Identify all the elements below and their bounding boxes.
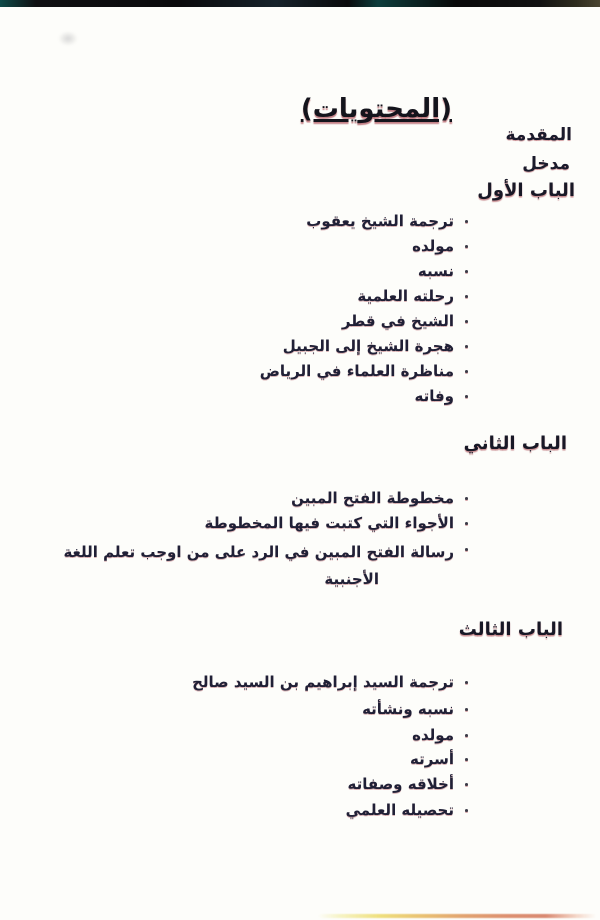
bullet-icon <box>465 522 468 525</box>
bullet-icon <box>465 245 468 248</box>
toc-item <box>348 774 468 794</box>
bullet-icon <box>465 548 468 551</box>
scan-smudge <box>58 31 78 46</box>
toc-item-label: هجرة الشيخ إلى الجبيل <box>282 337 454 355</box>
chapter-two-heading: الباب الثاني <box>463 433 567 454</box>
page-title-text: (المحتويات) <box>300 94 452 124</box>
page-title <box>301 94 452 124</box>
chapter-one-heading: الباب الأول <box>477 180 575 201</box>
toc-item <box>362 699 468 719</box>
bullet-icon <box>465 370 468 373</box>
toc-item-label: مولده <box>412 726 454 744</box>
bullet-icon <box>465 809 468 812</box>
bullet-icon <box>465 220 468 223</box>
bullet-icon <box>465 783 468 786</box>
toc-item <box>283 336 468 356</box>
scan-edge-artifact-bottom <box>318 914 596 918</box>
toc-item-label: نسبه <box>417 262 454 280</box>
toc-item <box>291 488 468 508</box>
toc-item-label: رسالة الفتح المبين في الرد على من اوجب تعلم اللغة الأجنبية <box>63 543 454 588</box>
toc-item <box>412 725 468 745</box>
toc-item-label: ترجمة السيد إبراهيم بن السيد صالح <box>192 673 454 691</box>
toc-item-label: رحلته العلمية <box>357 287 454 305</box>
toc-item-label: أسرته <box>410 750 454 768</box>
toc-item <box>39 539 468 593</box>
bullet-icon <box>465 320 468 323</box>
bullet-icon <box>465 734 468 737</box>
toc-item <box>342 311 468 331</box>
bullet-icon <box>465 758 468 761</box>
toc-item-label: تحصيله العلمي <box>345 801 454 819</box>
toc-item-label: الأجواء التي كتبت فيها المخطوطة <box>204 514 454 532</box>
bullet-icon <box>465 497 468 500</box>
bullet-icon <box>465 295 468 298</box>
toc-item <box>418 261 468 281</box>
toc-item <box>414 386 468 406</box>
toc-item <box>410 749 468 769</box>
toc-item-label: الشيخ في قطر <box>341 312 454 330</box>
bullet-icon <box>465 681 468 684</box>
toc-item <box>260 361 468 381</box>
bullet-icon <box>465 708 468 711</box>
chapter-three-heading: الباب الثالث <box>458 619 563 640</box>
bullet-icon <box>465 270 468 273</box>
bullet-icon <box>465 395 468 398</box>
toc-item <box>346 800 468 820</box>
toc-item <box>412 236 468 256</box>
toc-item-label: نسبه ونشأته <box>362 700 454 718</box>
toc-entry-prologue: مدخل <box>522 154 570 174</box>
bullet-icon <box>465 345 468 348</box>
toc-item <box>192 672 468 692</box>
scan-edge-artifact-top <box>0 0 600 7</box>
toc-item <box>357 286 468 306</box>
toc-item-label: مناظرة العلماء في الرياض <box>259 362 454 380</box>
toc-item-label: وفاته <box>414 387 454 405</box>
toc-item-label: مولده <box>412 237 454 255</box>
toc-item <box>204 513 468 533</box>
toc-item-label: مخطوطة الفتح المبين <box>291 489 454 507</box>
toc-item <box>306 211 468 231</box>
toc-item-label: ترجمة الشيخ يعقوب <box>306 212 454 230</box>
toc-item-label: أخلاقه وصفاته <box>347 775 454 793</box>
toc-entry-introduction: المقدمة <box>505 125 572 145</box>
